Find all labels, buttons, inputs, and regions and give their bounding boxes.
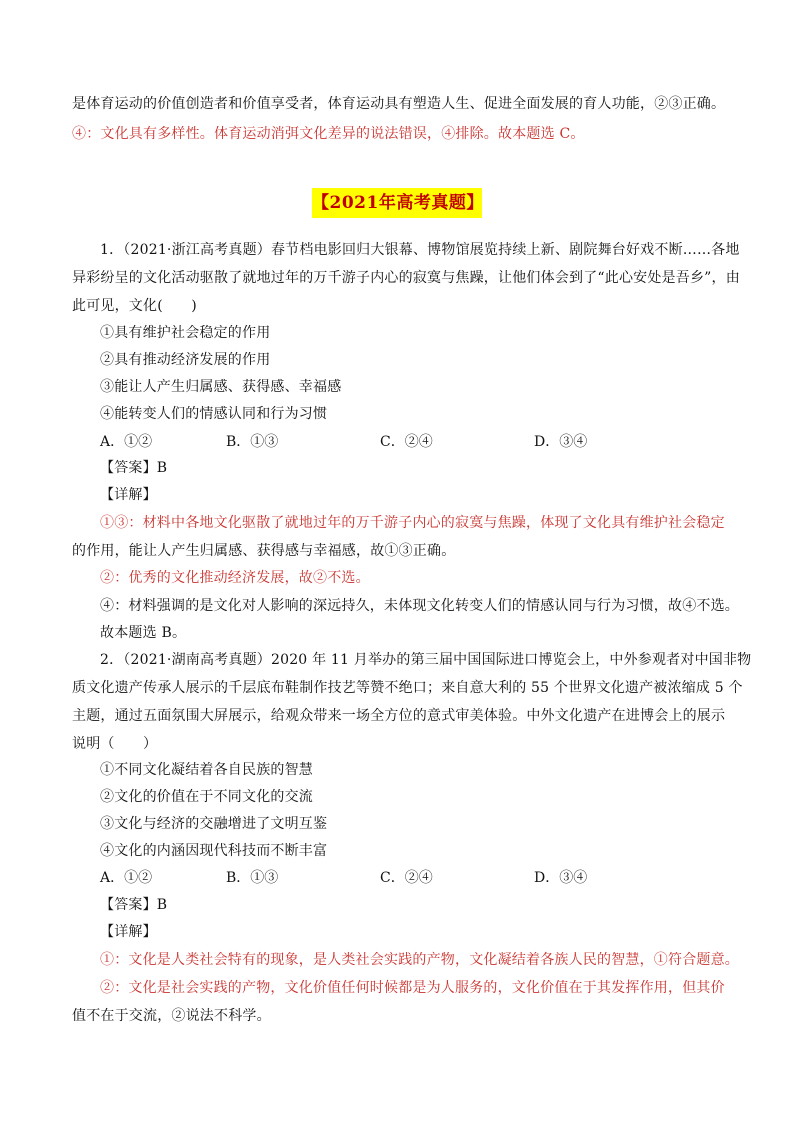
q2-answer: 【答案】B — [100, 897, 168, 913]
intro-line-1: 是体育运动的价值创造者和价值享受者，体育运动具有塑造人生、促进全面发展的育人功能，②③正确。 — [72, 96, 726, 112]
q2-detail-line-2: ②：文化是社会实践的产物，文化价值任何时候都是为人服务的，文化价值在于其发挥作用，但其价 — [100, 980, 725, 996]
q1-item-2: ②具有推动经济发展的作用 — [100, 352, 271, 368]
q2-stem-line-2: 质文化遗产传承人展示的千层底布鞋制作技艺等赞不绝口；来自意大利的 55 个世界文化遗产被浓缩成 5 个 — [72, 680, 743, 696]
q1-option-c: C．②④ — [380, 434, 433, 450]
q1-item-4: ④能转变人们的情感认同和行为习惯 — [100, 406, 328, 422]
q2-detail-line-1: ①：文化是人类社会特有的现象，是人类社会实践的产物，文化凝结着各族人民的智慧，①符合题意。 — [100, 952, 739, 968]
intro-line-2: ④：文化具有多样性。体育运动消弭文化差异的说法错误，④排除。故本题选 C。 — [72, 126, 585, 142]
q1-detail-line-1: ①③：材料中各地文化驱散了就地过年的万千游子内心的寂寞与焦躁，体现了文化具有维护社会稳定 — [100, 515, 725, 531]
q1-detail-line-4: ④：材料强调的是文化对人影响的深远持久，未体现文化转变人们的情感认同与行为习惯，故④不选。 — [100, 598, 739, 614]
q2-option-d: D．③④ — [534, 870, 588, 886]
q2-detail-label: 【详解】 — [100, 924, 157, 940]
q1-stem-line-1: 1．（2021·浙江高考真题）春节档电影回归大银幕、博物馆展览持续上新、剧院舞台好戏不断……各地 — [100, 242, 740, 258]
q2-item-4: ④文化的内涵因现代科技而不断丰富 — [100, 843, 328, 859]
q1-item-3: ③能让人产生归属感、获得感、幸福感 — [100, 379, 342, 395]
q2-stem-line-1: 2．（2021·湖南高考真题）2020 年 11 月举办的第三届中国国际进口博览会上，中外参观者对中国非物 — [100, 652, 752, 668]
q1-stem-line-2: 异彩纷呈的文化活动驱散了就地过年的万千游子内心的寂寞与焦躁，让他们体会到了“此心安处是吾乡”，由 — [72, 270, 740, 286]
q2-item-1: ①不同文化凝结着各自民族的智慧 — [100, 762, 313, 778]
q1-answer: 【答案】B — [100, 460, 168, 476]
q1-detail-line-3: ②：优秀的文化推动经济发展，故②不选。 — [100, 570, 370, 586]
q1-option-d: D．③④ — [534, 434, 588, 450]
q2-option-a: A．①② — [100, 870, 153, 886]
q1-detail-line-2: 的作用，能让人产生归属感、获得感与幸福感，故①③正确。 — [72, 543, 456, 559]
q2-option-c: C．②④ — [380, 870, 433, 886]
q1-option-a: A．①② — [100, 434, 153, 450]
q1-option-b: B．①③ — [226, 434, 279, 450]
section-title-banner: 【2021年高考真题】 — [312, 188, 482, 218]
q2-stem-line-4: 说明（ ） — [72, 736, 158, 752]
q2-stem-line-3: 主题，通过五面氛围大屏展示，给观众带来一场全方位的意式审美体验。中外文化遗产在进博会上的展示 — [72, 708, 726, 724]
q2-detail-line-3: 值不在于交流，②说法不科学。 — [72, 1008, 271, 1024]
q1-item-1: ①具有维护社会稳定的作用 — [100, 325, 271, 341]
q2-item-3: ③文化与经济的交融增进了文明互鉴 — [100, 816, 328, 832]
q1-detail-label: 【详解】 — [100, 487, 157, 503]
q1-detail-line-5: 故本题选 B。 — [100, 625, 187, 641]
q2-option-b: B．①③ — [226, 870, 279, 886]
q2-item-2: ②文化的价值在于不同文化的交流 — [100, 789, 313, 805]
q1-stem-line-3: 此可见，文化( ) — [72, 298, 197, 314]
